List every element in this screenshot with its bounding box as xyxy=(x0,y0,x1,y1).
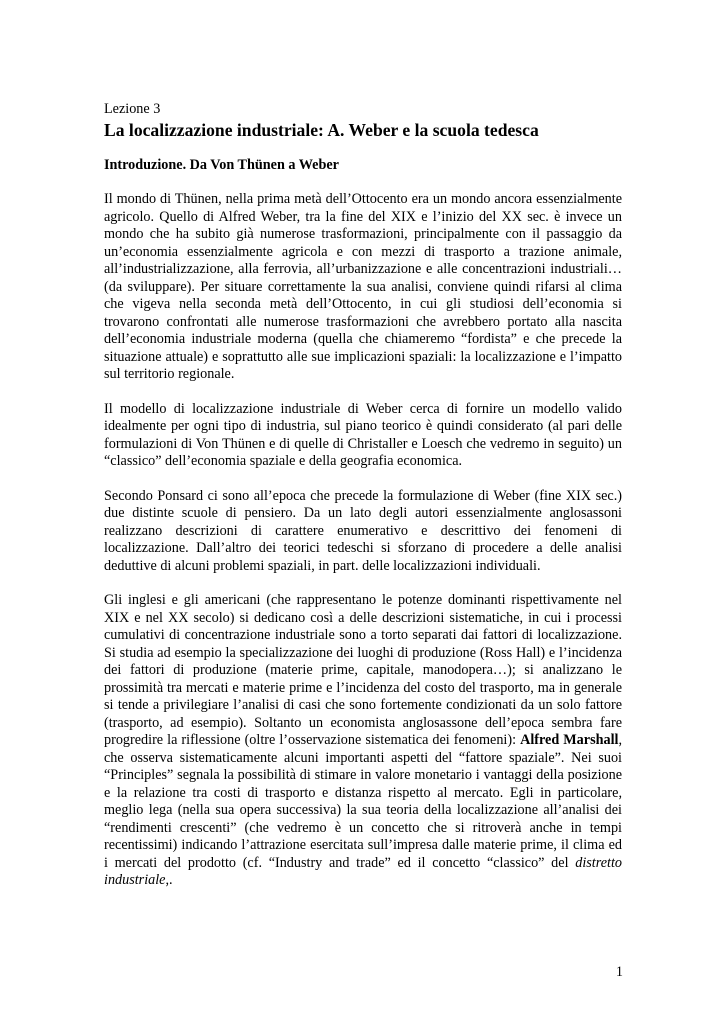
paragraph-intro: Il mondo di Thünen, nella prima metà dell’Ottocento era un mondo ancora essenzialmente agricolo. Quello di Alfred Weber, tra la fine del XIX e l’inizio del XX sec. è invece un mondo che ha subito già numerose trasformazioni, principalmente con il passaggio da un’economia essenzialmente agricola e con mezzi di trasporto a trazione animale, all’industrializzazione, alla ferrovia, all’urbanizzazione e alle concentrazioni industriali… (da sviluppare). Per situare correttamente la sua analisi, conviene quindi rifarsi al clima che vigeva nella seconda metà dell’Ottocento, in cui gli studiosi dell’economia si trovarono confrontati alle numerose trasformazioni che avrebbero portato alla nascita dell’economia industriale moderna (quella che chiameremo “fordista” e che precede la situazione attuale) e soprattutto alle sue implicazioni spaziali: la localizzazione e l’impatto sul territorio regionale. xyxy=(104,191,622,382)
lesson-label: Lezione 3 xyxy=(104,101,161,117)
section-heading: Introduzione. Da Von Thünen a Weber xyxy=(104,156,339,173)
page-content xyxy=(104,101,622,890)
paragraph-text: Gli inglesi e gli americani (che rappresentano le potenze dominanti rispettivamente nel XIX e nel XX secolo) si dedicano così a delle descrizioni sistematiche, in cui i processi cumulativi di concentrazione industriale sono a torto separati dai fattori di localizzazione. Si studia ad esempio la specializzazione dei luoghi di produzione (Ross Hall) e l’incidenza dei fattori di produzione (materie prime, capitale, manodopera…); si analizzano le prossimità tra mercati e materie prime e l’incidenza del costo del trasporto, ma in generale si tende a privilegiare l’analisi di casi che sono fortemente condizionati da un solo fattore (trasporto, ad esempio). Soltanto un economista anglosassone dell’epoca sembra fare progredire la riflessione (oltre l’osservazione sistematica dei fenomeni): xyxy=(104,592,622,748)
author-name-marshall: Alfred Marshall xyxy=(520,732,619,748)
page-title: La localizzazione industriale: A. Weber e la scuola tedesca xyxy=(104,119,539,140)
term-distretto-industriale: distretto industriale xyxy=(104,854,622,888)
paragraph-text: ,. xyxy=(165,872,173,888)
paragraph-weber-model: Il modello di localizzazione industriale di Weber cerca di fornire un modello valido idealmente per ogni tipo di industria, sul piano teorico è quindi considerato (al pari delle formulazioni di Von Thünen e di quelle di Christaller e Loesch che vedremo in seguito) un “classico” dell’economia spaziale e della geografia economica. xyxy=(104,400,622,469)
paragraph-text: , che osserva sistematicamente alcuni importanti aspetti del “fattore spaziale”. Nei suoi “Principles” segnala la possibilità di stimare in valore monetario i vantaggi della posizione e la relazione tra costi di trasporto e distanza rispetto al mercato. Egli in particolare, meglio lega (nella sua opera successiva) la sua teoria della localizzazione all’analisi dei “rendimenti crescenti” (che vedremo è un concetto che si ritroverà anche in tempi recentissimi) indicando l’attrazione esercitata sull’impresa dalle materie prime, il clima ed i mercati del prodotto (cf. “Industry and trade” ed il concetto “classico” del xyxy=(104,732,622,871)
paragraph-anglosaxon-school xyxy=(104,592,622,890)
page-number: 1 xyxy=(615,964,623,980)
paragraph-ponsard: Secondo Ponsard ci sono all’epoca che precede la formulazione di Weber (fine XIX sec.) due distinte scuole di pensiero. Da un lato degli autori essenzialmente anglosassoni realizzano descrizioni di carattere enumerativo e descrittivo dei fenomeni di localizzazione. Dall’altro dei teorici tedeschi si sforzano di procedere a delle analisi deduttive di alcuni problemi spaziali, in part. delle localizzazioni individuali. xyxy=(104,487,622,574)
